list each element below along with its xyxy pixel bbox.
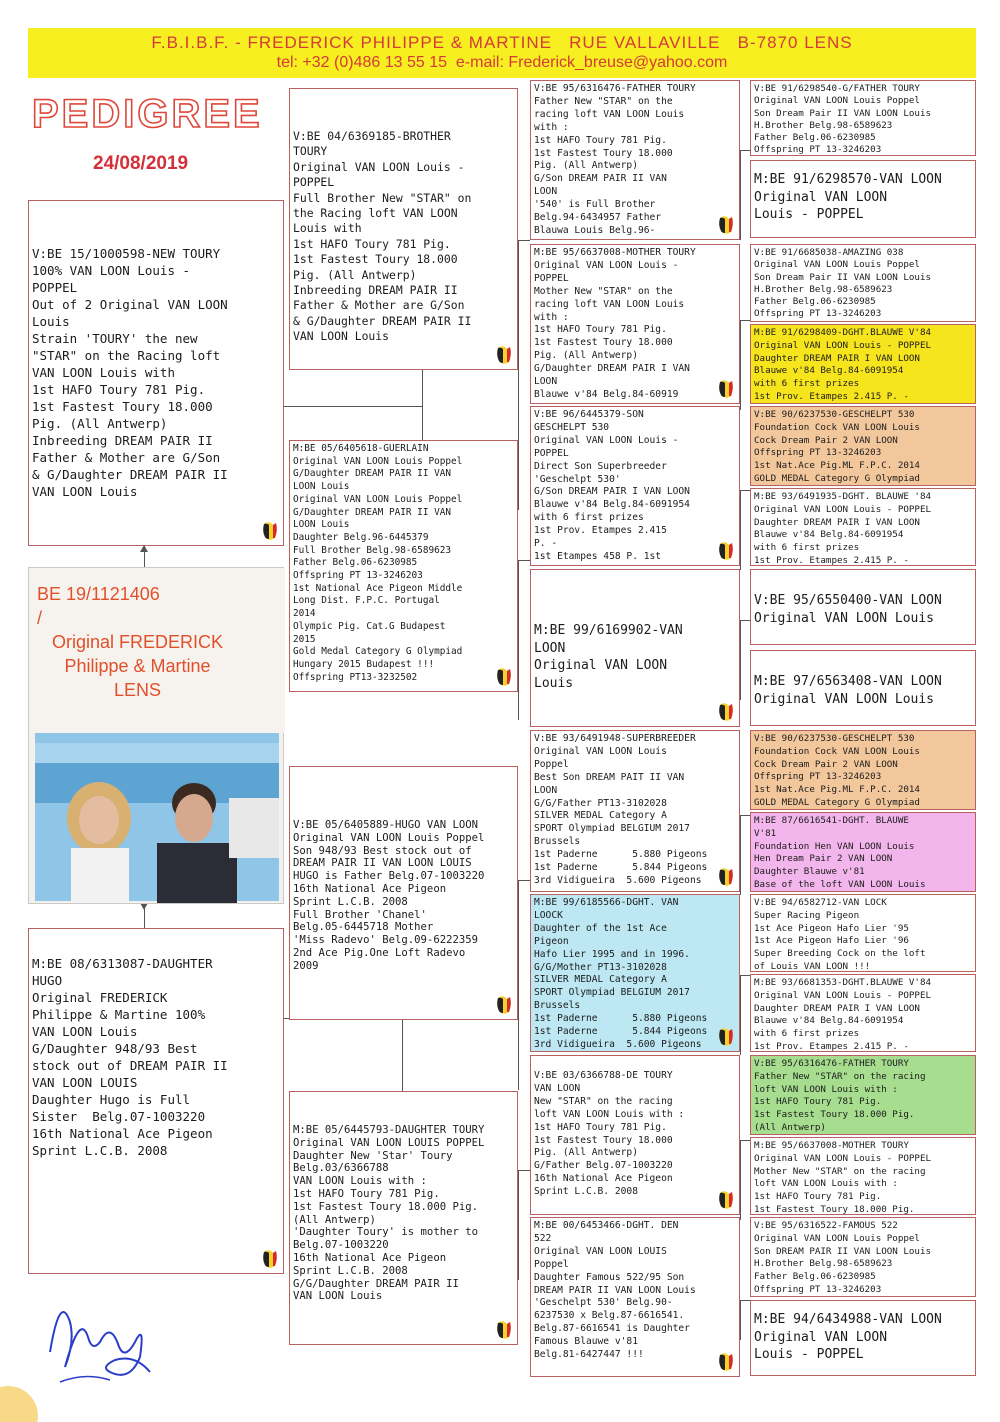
page-title: PEDIGREE — [32, 92, 263, 136]
belgium-flag-icon — [717, 540, 735, 562]
connector — [518, 1170, 530, 1171]
dam-sire-text: V:BE 05/6405889-HUGO VAN LOON Original VAN LOON Louis Poppel Son 948/93 Best stock out of DREAM PAIR II VAN LOON LOUIS HUGO is Father Belg.07-1003220 16th National Ace Pigeon Sprint L.C.B. 2008 Full Brother 'Chanel' Belg.05-6445718 Mother 'Miss Radevo' Belg.09-6222359 2nd Ace Pig.One Loft Radevo 2009 — [293, 819, 485, 972]
sire-dam-text: M:BE 05/6405618-GUERLAIN Original VAN LOON Louis Poppel G/Daughter DREAM PAIR II VAN LOON Louis Original VAN LOON Louis Poppel G/Daughter DREAM PAIR II VAN LOON Louis Daughter Belg.96-6445379 Full Brother Belg.98-6589623 Father Belg.06-6230985 Offspring PT 13-3246203 1st National Ace Pigeon Middle Long Dist. F.P.C. Portugal 2014 Olympic Pig. Cat.G Budapest 2015 Gold Medal Category G Olympiad Hungary 2015 Budapest !!! Offspring PT13-3232502 — [293, 443, 463, 683]
gen4-card-8 — [750, 650, 976, 726]
connector — [740, 620, 750, 621]
gen4-text-4: M:BE 91/6298409-DGHT.BLAUWE V'84 Original VAN LOON Louis - POPPEL Daughter DREAM PAIR I VAN LOON Blauwe v'84 Belg.84-6091954 with 6 first prizes 1st Prov. Etampes 2.415 P. - — [754, 327, 932, 402]
gen4-card-7 — [750, 569, 976, 645]
gen4-card-12 — [750, 974, 976, 1052]
belgium-flag-icon — [717, 866, 735, 888]
subject-owner: Original FREDERICK Philippe & Martine LENS — [52, 632, 224, 700]
gen4-text-9: V:BE 90/6237530-GESCHELPT 530 Foundation Cock VAN LOON Louis Cock Dream Pair 2 VAN LOON Offspring PT 13-3246203 1st Nat.Ace Pig.ML F.P.C. 2014 GOLD MEDAL Category G Olympiad — [754, 733, 920, 808]
belgium-flag-icon — [495, 1319, 513, 1341]
gen3-text-6: M:BE 99/6185566-DGHT. VAN LOOCK Daughter of the 1st Ace Pigeon Hafo Lier 1995 and in 1996. G/G/Mother PT13-3102028 SILVER MEDAL Category A SPORT Olympiad BELGIUM 2017 Brussels 1st Paderne 5.880 Pigeons 1st Paderne 5.844 Pigeons 3rd Vidigueira 5.600 Pigeons — [534, 897, 708, 1050]
connector — [740, 975, 750, 976]
gen3-card-5 — [530, 730, 740, 892]
belgium-flag-icon — [495, 344, 513, 366]
gen3-card-3 — [530, 406, 740, 566]
belgium-flag-icon — [717, 1026, 735, 1048]
gen4-card-2 — [750, 160, 976, 238]
connector — [518, 560, 530, 561]
gen3-text-4: M:BE 99/6169902-VAN LOON Original VAN LOON Louis — [534, 623, 683, 691]
gen4-text-8: M:BE 97/6563408-VAN LOON Original VAN LOON Louis — [754, 674, 942, 707]
connector — [740, 150, 741, 240]
connector — [740, 1140, 750, 1141]
gen4-text-12: M:BE 93/6681353-DGHT.BLAUWE V'84 Original VAN LOON Louis - POPPEL Daughter DREAM PAIR I VAN LOON Blauwe v'84 Belg.84-6091954 with 6 first prizes 1st Prov. Etampes 2.415 P. - — [754, 977, 932, 1052]
connector — [740, 815, 741, 895]
arrow-up-icon — [140, 545, 148, 552]
gen3-card-7 — [530, 1055, 740, 1215]
gen4-card-16 — [750, 1300, 976, 1376]
gen4-card-10 — [750, 812, 976, 892]
connector — [518, 1170, 519, 1280]
connector — [740, 320, 750, 321]
dam-sire-card — [289, 766, 518, 1020]
gen4-text-1: V:BE 91/6298540-G/FATHER TOURY Original VAN LOON Louis Poppel Son Dream Pair II VAN LOON Louis H.Brother Belg.98-6589623 Father Belg.06-6230985 Offspring PT 13-3246203 — [754, 83, 932, 156]
connector — [740, 320, 741, 410]
sire-sire-card — [289, 88, 518, 370]
gen3-card-2 — [530, 244, 740, 404]
connector — [518, 240, 530, 241]
belgium-flag-icon — [717, 214, 735, 236]
sire-dam-card — [289, 440, 518, 692]
gen3-card-8 — [530, 1217, 740, 1377]
gen4-text-15: V:BE 95/6316522-FAMOUS 522 Original VAN LOON Louis Poppel Son DREAM PAIR II VAN LOON Louis H.Brother Belg.98-6589623 Father Belg.06-6230985 Offspring PT 13-3246203 — [754, 1220, 932, 1295]
gen3-text-2: M:BE 95/6637008-MOTHER TOURY Original VAN LOON Louis - POPPEL Mother New "STAR" on the racing loft VAN LOON Louis with : 1st HAFO Toury 781 Pig. 1st Fastest Toury 18.000 Pig. (All Antwerp) G/Daughter DREAM PAIR I VAN LOON Blauwe v'84 Belg.84-60919 — [534, 247, 696, 400]
gen4-text-7: V:BE 95/6550400-VAN LOON Original VAN LOON Louis — [754, 593, 942, 626]
belgium-flag-icon — [495, 994, 513, 1016]
gen4-text-2: M:BE 91/6298570-VAN LOON Original VAN LOON Louis - POPPEL — [754, 172, 942, 222]
connector — [740, 975, 741, 1055]
connector — [422, 370, 423, 440]
sire-card — [28, 200, 284, 546]
gen4-card-14 — [750, 1137, 976, 1215]
gen4-card-5 — [750, 406, 976, 486]
belgium-flag-icon — [261, 520, 279, 542]
gen4-text-3: V:BE 91/6685038-AMAZING 038 Original VAN LOON Louis Poppel Son Dream Pair II VAN LOON Louis H.Brother Belg.98-6589623 Father Belg.06-6230985 Offspring PT 13-3246203 — [754, 247, 932, 320]
pedigree-date: 24/08/2019 — [93, 153, 189, 174]
connector — [740, 815, 750, 816]
gen4-card-15 — [750, 1217, 976, 1297]
connector — [518, 560, 519, 720]
breeder-contact: tel: +32 (0)486 13 55 15 e-mail: Frederick_breuse@yahoo.com — [276, 54, 728, 71]
gen4-card-9 — [750, 730, 976, 810]
connector — [740, 1300, 750, 1301]
gen3-card-6 — [530, 894, 740, 1052]
gen4-text-11: V:BE 94/6582712-VAN LOCK Super Racing Pigeon 1st Ace Pigeon Hafo Lier '95 1st Ace Pigeon Hafo Lier '96 Super Breeding Cock on the loft of Louis VAN LOON !!! — [754, 897, 926, 972]
gen3-card-4 — [530, 569, 740, 727]
gen4-card-4 — [750, 324, 976, 404]
connector — [518, 880, 519, 1090]
gen3-text-7: V:BE 03/6366788-DE TOURY VAN LOON New "STAR" on the racing loft VAN LOON Louis with : 1st HAFO Toury 781 Pig. 1st Fastest Toury 18.000 Pig. (All Antwerp) G/Father Belg.07-1003220 16th National Ace Pigeon Sprint L.C.B. 2008 — [534, 1070, 685, 1198]
gen4-text-14: M:BE 95/6637008-MOTHER TOURY Original VAN LOON Louis - POPPEL Mother New "STAR" on the racing loft VAN LOON Louis with : 1st HAFO Toury 781 Pig. 1st Fastest Toury 18.000 Pig. — [754, 1140, 932, 1215]
breeder-address: F.B.I.B.F. - FREDERICK PHILIPPE & MARTINE RUE VALLAVILLE B-7870 LENS — [151, 33, 853, 52]
gen4-card-11 — [750, 894, 976, 972]
gen4-text-10: M:BE 87/6616541-DGHT. BLAUWE V'81 Foundation Hen VAN LOON Louis Hen Dream Pair 2 VAN LOON Daughter Blauwe v'81 Base of the loft VAN LOON Louis — [754, 815, 926, 890]
sire-sire-text: V:BE 04/6369185-BROTHER TOURY Original VAN LOON Louis - POPPEL Full Brother New "STAR" on the Racing loft VAN LOON Louis with 1st HAFO Toury 781 Pig. 1st Fastest Toury 18.000 Pig. (All Antwerp) Inbreeding DREAM PAIR II Father & Mother are G/Son & G/Daughter DREAM PAIR II VAN LOON Louis — [293, 129, 472, 344]
header-banner — [28, 28, 976, 78]
connector — [740, 1140, 741, 1220]
connector — [284, 406, 422, 407]
connector — [518, 880, 530, 881]
subject-ring: BE 19/1121406 / — [37, 584, 160, 628]
corner-decoration — [0, 1386, 38, 1422]
gen4-card-13 — [750, 1055, 976, 1135]
connector — [740, 490, 741, 570]
belgium-flag-icon — [717, 1189, 735, 1211]
gen3-text-3: V:BE 96/6445379-SON GESCHELPT 530 Original VAN LOON Louis - POPPEL Direct Son Superbreeder 'Geschelpt 530' G/Son DREAM PAIR I VAN LOON Blauwe v'84 Belg.84-6091954 with 6 first prizes 1st Prov. Etampes 2.415 P. - 1st Etampes 458 P. 1st — [534, 409, 690, 562]
gen3-card-1 — [530, 80, 740, 240]
gen4-card-1 — [750, 80, 976, 156]
belgium-flag-icon — [495, 666, 513, 688]
gen4-text-16: M:BE 94/6434988-VAN LOON Original VAN LOON Louis - POPPEL — [754, 1312, 942, 1362]
gen4-card-3 — [750, 244, 976, 322]
connector — [518, 240, 519, 510]
gen3-text-1: V:BE 95/6316476-FATHER TOURY Father New "STAR" on the racing loft VAN LOON Louis with : 1st HAFO Toury 781 Pig. 1st Fastest Toury 18.000 Pig. (All Antwerp) G/Son DREAM PAIR II VAN LOON '540' is Full Brother Belg.94-6434957 Father Blauwa Louis Belg.96- — [534, 83, 696, 236]
gen4-text-5: V:BE 90/6237530-GESCHELPT 530 Foundation Cock VAN LOON Louis Cock Dream Pair 2 VAN LOON Offspring PT 13-3246203 1st Nat.Ace Pig.ML F.P.C. 2014 GOLD MEDAL Category G Olympiad — [754, 409, 920, 484]
dam-card — [28, 928, 284, 1274]
connector — [740, 1300, 741, 1340]
belgium-flag-icon — [717, 1351, 735, 1373]
belgium-flag-icon — [261, 1248, 279, 1270]
connector — [740, 490, 750, 491]
gen3-text-8: M:BE 00/6453466-DGHT. DEN 522 Original VAN LOON LOUIS Poppel Daughter Famous 522/95 Son DREAM PAIR II VAN LOON Louis 'Geschelpt 530' Belg.90- 6237530 x Belg.87-6616541. Belg.87-6616541 is Daughter Famous Blauwe v'81 Belg.81-6427447 !!! — [534, 1220, 696, 1361]
dam-dam-text: M:BE 05/6445793-DAUGHTER TOURY Original VAN LOON LOUIS POPPEL Daughter New 'Star' Toury Belg.03/6366788 VAN LOON Louis with : 1st HAFO Toury 781 Pig. 1st Fastest Toury 18.000 Pig. (All Antwerp) 'Daughter Toury' is mother to Belg.07-1003220 16th National Ace Pigeon Sprint L.C.B. 2008 G/G/Daughter DREAM PAIR II VAN LOON Louis — [293, 1124, 485, 1303]
signature — [40, 1282, 160, 1392]
connector — [740, 150, 750, 151]
gen3-text-5: V:BE 93/6491948-SUPERBREEDER Original VAN LOON Louis Poppel Best Son DREAM PAIT II VAN LOON G/G/Father PT13-3102028 SILVER MEDAL Category A SPORT Olympiad BELGIUM 2017 Brussels 1st Paderne 5.880 Pigeons 1st Paderne 5.844 Pigeons 3rd Vidigueira 5.600 Pigeons — [534, 733, 708, 886]
belgium-flag-icon — [717, 701, 735, 723]
gen4-card-6 — [750, 488, 976, 566]
gen4-text-13: V:BE 95/6316476-FATHER TOURY Father New "STAR" on the racing loft VAN LOON Louis with : 1st HAFO Toury 781 Pig. 1st Fastest Toury 18.000 Pig. (All Antwerp) — [754, 1058, 926, 1133]
connector — [740, 620, 741, 700]
belgium-flag-icon — [717, 378, 735, 400]
sire-text: V:BE 15/1000598-NEW TOURY 100% VAN LOON Louis - POPPEL Out of 2 Original VAN LOON Louis Strain 'TOURY' the new "STAR" on the Racing loft VAN LOON Louis with 1st HAFO Toury 781 Pig. 1st Fastest Toury 18.000 Pig. (All Antwerp) Inbreeding DREAM PAIR II Father & Mother are G/Son & G/Daughter DREAM PAIR II VAN LOON Louis — [32, 246, 228, 499]
gen4-text-6: M:BE 93/6491935-DGHT. BLAUWE '84 Original VAN LOON Louis - POPPEL Daughter DREAM PAIR I VAN LOON Blauwe v'84 Belg.84-6091954 with 6 first prizes 1st Prov. Etampes 2.415 P. - — [754, 491, 932, 566]
dam-text: M:BE 08/6313087-DAUGHTER HUGO Original FREDERICK Philippe & Martine 100% VAN LOON Louis G/Daughter 948/93 Best stock out of DREAM PAIR II VAN LOON LOUIS Daughter Hugo is Full Sister Belg.07-1003220 16th National Ace Pigeon Sprint L.C.B. 2008 — [32, 956, 228, 1158]
dam-dam-card — [289, 1091, 518, 1345]
